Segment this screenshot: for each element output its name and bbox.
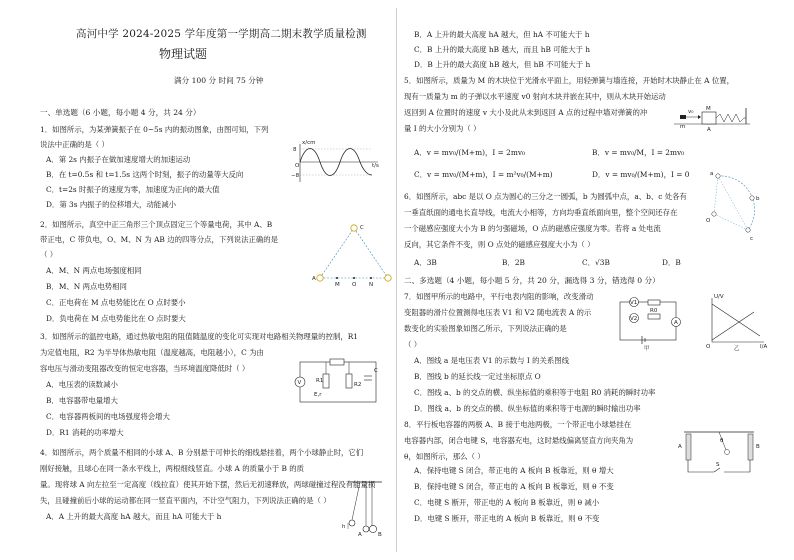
q8-capacitor-figure bbox=[664, 426, 768, 478]
q3-label-er: E,r bbox=[314, 392, 322, 398]
q2-option-d: D．负电荷在 M 点电势能比在 O 点时要大 bbox=[46, 314, 186, 323]
q8-option-d: D．电键 S 断开，带正电的 A 板向 B 板靠近，则 θ 不变 bbox=[414, 514, 600, 523]
q3-stem-2: 为定值电阻，R2 为半导体热敏电阻（温度越高，电阻越小），C 为由 bbox=[40, 348, 264, 357]
q2-label-m: M bbox=[335, 282, 340, 288]
q2-option-a: A．M、N 两点电场强度相同 bbox=[46, 266, 142, 275]
q2-stem-2: 带正电，C 带负电，O、M、N 为 AB 边的四等分点，下列说法正确的是 bbox=[40, 235, 279, 244]
q7-label-v2: V2 bbox=[630, 316, 638, 322]
q4-label-h: h bbox=[342, 524, 346, 530]
q7-label-o: O bbox=[706, 344, 711, 350]
q6-stem-4: 反向，其它条件不变，则 O 点处的磁感应强度大小为（ ） bbox=[404, 240, 595, 249]
q3-label-r2: R2 bbox=[354, 382, 362, 388]
q5-option-d: D．v = mv₀/(M+m)，I = 0 bbox=[592, 170, 690, 179]
q8-label-theta: θ bbox=[720, 438, 724, 444]
q1-stem-2: 说法中正确的是（ ） bbox=[40, 140, 109, 149]
q3-label-r1: R1 bbox=[316, 378, 324, 384]
q4-pendulum-figure bbox=[342, 478, 388, 536]
q8-label-b: B bbox=[756, 444, 760, 450]
q4-option-b: B．A 上升的最大高度 hA 越大，但 hA 不可能大于 h bbox=[414, 30, 590, 39]
q5-option-c: C．v = mv₀/(M+m)，I = m²v₀/(M+m) bbox=[414, 170, 553, 179]
exam-title: 高河中学 2024-2025 学年度第一学期高二期末教学质量检测 bbox=[76, 28, 367, 40]
q5-label-v0: v₀ bbox=[688, 109, 694, 115]
q7-option-c: C．图线 a、b 的交点的横、纵坐标值的乘积等于电阻 R0 消耗的瞬时功率 bbox=[414, 388, 656, 397]
q6-label-a: a bbox=[710, 171, 714, 177]
q2-label-n: N bbox=[369, 282, 374, 288]
q6-label-b: b bbox=[756, 196, 760, 202]
q6-stem-3: 一个磁感应强度大小为 B 的匀强磁场，O 点的磁感应强度为零。若将 a 处电流 bbox=[404, 224, 661, 233]
section-single-choice: 一、单选题（6 小题，每小题 4 分，共 24 分） bbox=[40, 108, 201, 117]
q8-label-a: A bbox=[678, 444, 682, 450]
q3-option-c: C．电容器两板间的电场强度将会增大 bbox=[46, 412, 170, 421]
q5-label-m: m bbox=[680, 124, 686, 130]
q7-option-d: D．图线 a、b 的交点的横、纵坐标值的乘积等于电源的瞬时输出功率 bbox=[414, 404, 641, 413]
q6-arc-figure bbox=[708, 168, 768, 244]
q6-option-a: A．3B bbox=[414, 258, 437, 267]
q3-label-c: C bbox=[374, 368, 378, 374]
q8-option-b: B．保持电键 S 闭合，带正电的 A 板向 B 板靠近，则 θ 不变 bbox=[414, 482, 614, 491]
q3-stem-3: 容电压与滑动变阻器改变的恒定电容器，当环境温度降低时（ ） bbox=[40, 364, 250, 373]
q7-circuit-and-graph bbox=[614, 292, 770, 350]
q1-option-d: D．第 3s 内振子的位移增大，动能减小 bbox=[46, 200, 176, 209]
q4-option-a: A．A 上升的最大高度 hA 越大，而且 hA 可能大于 h bbox=[46, 512, 222, 521]
q4-stem-4: 失，且碰撞前后小球的运动都在同一竖直平面内，不计空气阻力，下列说法正确的是（ ） bbox=[40, 496, 331, 505]
q5-stem-4: 量 I 的大小分别为（ ） bbox=[404, 124, 481, 133]
q7-option-b: B．图线 b 的延长线一定过坐标原点 O bbox=[414, 372, 541, 381]
q2-option-b: B．M、N 两点电势相同 bbox=[46, 282, 127, 291]
left-column bbox=[34, 0, 392, 560]
section-multi-choice: 二、多选题（4 小题，每小题 5 分，共 20 分，漏选得 3 分，错选得 0 分） bbox=[404, 276, 660, 285]
q4-label-b: B bbox=[378, 532, 382, 538]
q2-triangle-figure bbox=[302, 218, 382, 290]
q3-option-a: A．电压表的读数减小 bbox=[46, 380, 118, 389]
q5-option-a: A．v = mv₀/(M+m)，I = 2mv₀ bbox=[414, 148, 526, 157]
q2-label-o: O bbox=[352, 282, 357, 288]
q6-option-b: B．2B bbox=[502, 258, 525, 267]
q5-stem-2: 现有一质量为 m 的子弹以水平速度 v0 射向木块并嵌在其中，则从木块开始运动 bbox=[404, 92, 666, 101]
q6-stem-2: 一垂直纸面的通电长直导线，电流大小相等，方向均垂直纸面向里，整个空间还存在 bbox=[404, 208, 678, 217]
q5-stem-3: 返回到 A 位置时的速度 v 大小及此从未到返回 A 点的过程中墙对弹簧的冲 bbox=[404, 108, 648, 117]
q4-stem-1: 4．如图所示，两个质量不相同的小球 A、B 分别悬于可伸长的细线悬挂着，两个小球静止时，它们 bbox=[40, 448, 364, 457]
q2-stem-3: （ ） bbox=[40, 250, 58, 259]
q8-label-s: S bbox=[716, 462, 720, 468]
q5-label-a: A bbox=[707, 127, 711, 133]
q8-stem-2: 电容器内部，闭合电键 S，电容器充电，这时悬线偏离竖直方向夹角为 bbox=[404, 436, 634, 445]
q5-option-b: B．v = mv₀/M，I = 2mv₀ bbox=[592, 148, 685, 157]
q7-label-a: A bbox=[674, 320, 678, 326]
q7-stem-4: （ ） bbox=[404, 340, 422, 349]
q1-option-c: C．t=2s 时振子的速度为零，加速度为正向的最大值 bbox=[46, 185, 220, 194]
q7-label-jia: 甲 bbox=[644, 346, 650, 352]
q8-option-c: C．电键 S 断开，带正电的 A 板向 B 板靠近，则 θ 减小 bbox=[414, 498, 600, 507]
q3-label-v: V bbox=[297, 380, 302, 386]
q6-label-o: O bbox=[706, 218, 711, 224]
q3-option-b: B．电容器带电量增大 bbox=[46, 396, 118, 405]
q1-option-a: A．第 2s 内振子在做加速度增大的加速运动 bbox=[46, 155, 191, 164]
q3-stem-1: 3．如图所示的温控电路，通过热敏电阻的阻值随温度的变化可实现对电路相关物理量的控制，R1 bbox=[40, 332, 358, 341]
q5-label-M: M bbox=[706, 106, 711, 112]
q1-option-b: B．在 t=0.5s 和 t=1.5s 这两个时刻，振子的动量等大反向 bbox=[46, 170, 244, 179]
q6-label-c: c bbox=[750, 236, 754, 242]
q2-label-c: C bbox=[360, 225, 364, 231]
q1-ymax: 8 bbox=[293, 147, 297, 153]
q6-option-c: C．√3B bbox=[582, 258, 610, 267]
q1-ylabel: x/cm bbox=[302, 140, 316, 146]
q5-spring-block-figure bbox=[672, 104, 752, 133]
q2-option-c: C．正电荷在 M 点电势能比在 O 点时要小 bbox=[46, 298, 186, 307]
q6-option-d: D．B bbox=[662, 258, 681, 267]
q7-label-v1: V1 bbox=[630, 300, 638, 306]
q4-option-c: C．B 上升的最大高度 hB 越大，而且 hB 可能大于 h bbox=[414, 45, 590, 54]
q4-option-d: D．B 上升的最大高度 hB 越大，但 hB 不可能大于 h bbox=[414, 60, 591, 69]
q4-stem-3: 量。现将球 A 向左拉至一定高度（线拉直）使其开始下摆，然后无初速释放，两球碰撞过程没有能量损 bbox=[40, 480, 376, 489]
q1-ymin: −8 bbox=[291, 173, 300, 179]
q1-oscillation-graph bbox=[292, 140, 382, 185]
q7-label-r0: R0 bbox=[650, 308, 658, 314]
q1-xlabel: t/s bbox=[372, 163, 379, 169]
column-divider bbox=[396, 8, 397, 552]
q2-label-a: A bbox=[312, 276, 316, 282]
q7-label-ia: I/A bbox=[760, 344, 768, 350]
q1-origin: O bbox=[295, 163, 300, 169]
q8-stem-1: 8．平行板电容器的两极 A、B 接于电池两极，一个带正电小球悬挂在 bbox=[404, 420, 632, 429]
q8-option-a: A．保持电键 S 闭合，带正电的 A 板向 B 板靠近，则 θ 增大 bbox=[414, 466, 614, 475]
right-column bbox=[402, 0, 772, 560]
q3-circuit-figure bbox=[290, 358, 382, 406]
q7-label-uv: U/V bbox=[714, 294, 724, 300]
q7-stem-3: 数变化的实验图象如图乙所示，下列说法正确的是 bbox=[404, 324, 567, 333]
q7-option-a: A．图线 a 是电压表 V1 的示数与 I 的关系图线 bbox=[414, 356, 570, 365]
q8-stem-3: θ，如图所示，那么（ ） bbox=[404, 452, 485, 461]
q7-stem-1: 7．如图甲所示的电路中，平行电表内阻的影响，改变滑动 bbox=[404, 292, 594, 301]
q4-label-a: A bbox=[358, 532, 362, 538]
q5-stem-1: 5．如图所示，质量为 M 的木块位于光滑水平面上，用轻弹簧与墙连接，开始时木块静止在 A 位置， bbox=[404, 76, 735, 85]
exam-subtitle: 物理试题 bbox=[159, 47, 208, 61]
q2-stem-1: 2．如图所示，真空中正三角形三个顶点固定三个等量电荷，其中 A、B bbox=[40, 220, 273, 229]
q4-stem-2: 刚好接触，且球心在同一条水平线上，两根细线竖直。小球 A 的质量小于 B 的质 bbox=[40, 464, 305, 473]
q6-stem-1: 6．如图所示，abc 是以 O 点为圆心的三分之一圆弧，b 为圆弧中点，a、b、c 处各有 bbox=[404, 192, 687, 201]
q3-option-d: D．R1 消耗的功率增大 bbox=[46, 428, 124, 437]
exam-meta: 满分 100 分 时间 75 分钟 bbox=[174, 76, 264, 85]
q7-label-yi: 乙 bbox=[734, 346, 740, 352]
q7-stem-2: 变阻器的滑片位置测得电压表 V1 和 V2 随电流表 A 的示 bbox=[404, 308, 592, 317]
q1-stem-1: 1．如图所示，为某弹簧振子在 0~5s 内的振动图象，由图可知，下列 bbox=[40, 125, 269, 134]
